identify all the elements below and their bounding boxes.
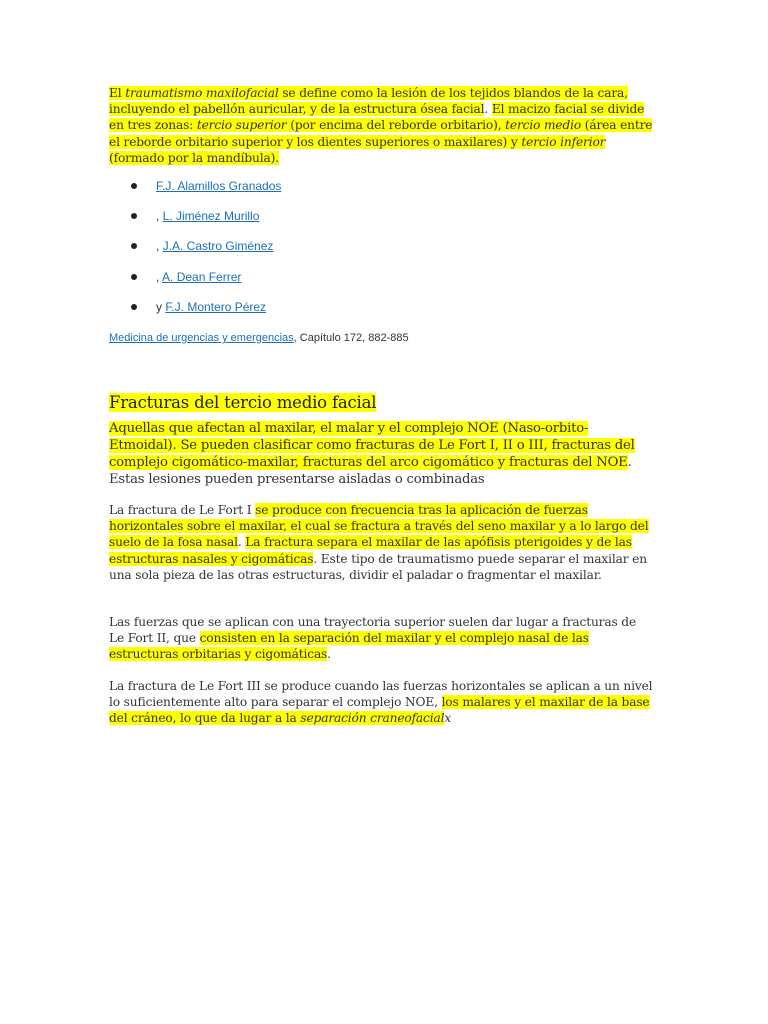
intro-highlight: El traumatismo maxilofacial se define como la lesión de los tejidos blandos de la cara, incluyendo el pabellón auricular, y de la estructura ósea facial bbox=[109, 86, 628, 117]
bullet-icon bbox=[131, 213, 137, 219]
source-chapter: , Capítulo 172, 882-885 bbox=[293, 332, 409, 344]
bullet-icon bbox=[131, 243, 137, 249]
list-item: , A. Dean Ferrer bbox=[109, 269, 281, 299]
author-list bbox=[109, 178, 281, 329]
list-item: , L. Jiménez Murillo bbox=[109, 208, 281, 238]
le-fort-1-paragraph: La fractura de Le Fort I se produce con frecuencia tras la aplicación de fuerzas horizontales sobre el maxilar, el cual se fractura a través del seno maxilar y a lo largo del suelo de la fosa nasal. La fractura separa el maxilar de las apófisis pterigoides y de las estructuras nasales y cigomáticas. Este tipo de traumatismo puede separar el maxilar en una sola pieza de las otras estructuras, dividir el paladar o fragmentar el maxilar. bbox=[109, 503, 649, 582]
term-tercio-medio: tercio medio bbox=[505, 118, 582, 133]
zones-highlight: El macizo facial se divide en tres zonas: tercio superior (por encima del reborde orbitario), tercio medio (área entre el reborde orbitario superior y los dientes superiores o maxilares) y tercio inferior (formado por la mandíbula). bbox=[109, 102, 653, 165]
section-heading: Fracturas del tercio medio facial bbox=[109, 393, 377, 412]
source-book-link[interactable]: Medicina de urgencias y emergencias bbox=[109, 332, 294, 344]
bullet-icon bbox=[131, 183, 137, 189]
list-item: y F.J. Montero Pérez bbox=[109, 299, 281, 329]
author-link-jimenez[interactable]: L. Jiménez Murillo bbox=[162, 209, 260, 224]
le-fort-3-paragraph: La fractura de Le Fort III se produce cuando las fuerzas horizontales se aplican a un nivel lo suficientemente alto para separar el complejo NOE, los malares y el maxilar de la base del cráneo, lo que da lugar a la separación craneofacialx bbox=[109, 679, 653, 726]
lead-paragraph: Aquellas que afectan al maxilar, el malar y el complejo NOE (Naso-orbito-Etmoidal). Se pueden clasificar como fracturas de Le Fort I, II o III, fracturas del complejo cigomático-maxilar, fracturas del arco cigomático y fracturas del NOE. Estas lesiones pueden presentarse aisladas o combinadas bbox=[109, 421, 635, 487]
source-citation bbox=[109, 332, 409, 344]
term-tercio-inferior: tercio inferior bbox=[521, 134, 606, 149]
author-link-alamillos[interactable]: F.J. Alamillos Granados bbox=[156, 179, 282, 193]
term-tercio-superior: tercio superior bbox=[196, 118, 287, 133]
list-item: , J.A. Castro Giménez bbox=[109, 238, 281, 268]
author-link-castro[interactable]: J.A. Castro Giménez bbox=[162, 239, 274, 254]
term-traumatismo: traumatismo maxilofacial bbox=[125, 86, 279, 100]
author-link-montero[interactable]: F.J. Montero Pérez bbox=[165, 299, 267, 314]
bullet-icon bbox=[131, 304, 137, 310]
intro-paragraph: El traumatismo maxilofacial se define como la lesión de los tejidos blandos de la cara, incluyendo el pabellón auricular, y de la estructura ósea facial. El macizo facial se divide en tres zonas: tercio superior (por encima del reborde orbitario), tercio medio (área entre el reborde orbitario superior y los dientes superiores o maxilares) y tercio inferior (formado por la mandíbula). bbox=[109, 86, 653, 165]
bullet-icon bbox=[131, 274, 137, 280]
term-separacion-craneofacial: separación craneofacial bbox=[300, 711, 445, 726]
list-item bbox=[109, 178, 281, 208]
author-link-dean[interactable]: A. Dean Ferrer bbox=[162, 269, 242, 284]
le-fort-2-paragraph: Las fuerzas que se aplican con una trayectoria superior suelen dar lugar a fracturas de Le Fort II, que consisten en la separación del maxilar y el complejo nasal de las estructuras orbitarias y cigomáticas. bbox=[109, 615, 637, 662]
